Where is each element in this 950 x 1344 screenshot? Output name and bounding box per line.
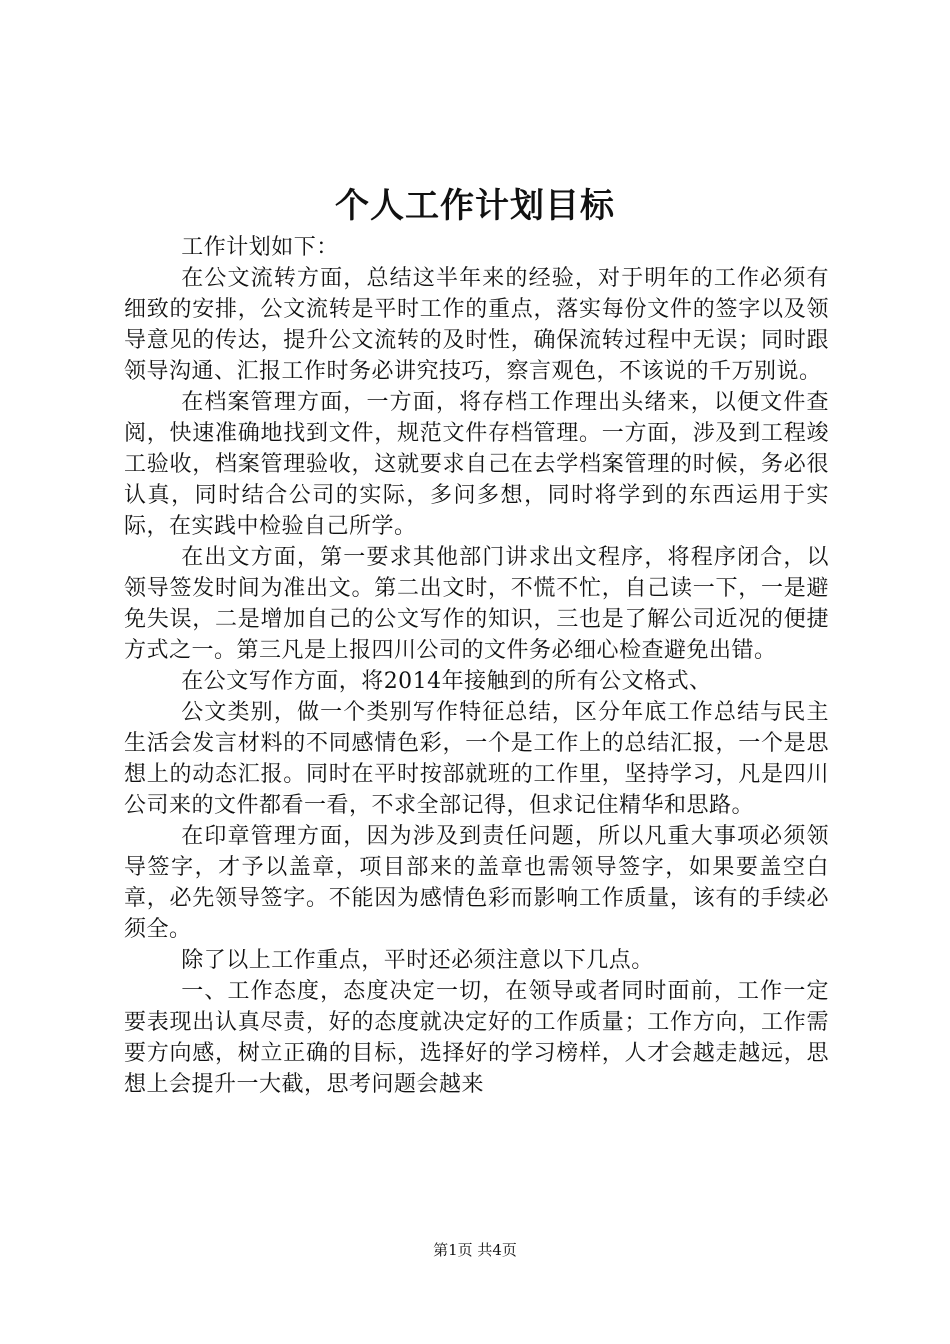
paragraph-archive-management: 在档案管理方面，一方面，将存档工作理出头绪来，以便文件查阅，快速准确地找到文件，规范文件存档管理。一方面，涉及到工程竣工验收，档案管理验收，这就要求自己在去学档案管理的时候，务必很认真，同时结合公司的实际，多问多想，同时将学到的东西运用于实际，在实践中检验自己所学。 bbox=[124, 390, 829, 539]
paragraph-writing-intro: 在公文写作方面，将2014年接触到的所有公文格式、 bbox=[181, 669, 712, 694]
paragraph-work-attitude: 一、工作态度，态度决定一切，在领导或者同时面前，工作一定要表现出认真尽责，好的态度就决定好的工作质量；工作方向，工作需要方向感，树立正确的目标，选择好的学习榜样，人才会越走越远，思想上会提升一大截，思考问题会越来 bbox=[124, 979, 829, 1097]
paragraph-document-flow: 在公文流转方面，总结这半年来的经验，对于明年的工作必须有细致的安排，公文流转是平时工作的重点，落实每份文件的签字以及领导意见的传达，提升公文流转的及时性，确保流转过程中无误；同时跟领导沟通、汇报工作时务必讲究技巧，察言观色，不该说的千万别说。 bbox=[124, 266, 829, 384]
document-body bbox=[124, 232, 829, 1100]
paragraph-seal-management: 在印章管理方面，因为涉及到责任问题，所以凡重大事项必须领导签字，才予以盖章，项目部来的盖章也需领导签字，如果要盖空白章，必先领导签字。不能因为感情色彩而影响工作质量，该有的手续必须全。 bbox=[124, 824, 829, 942]
document-title: 个人工作计划目标 bbox=[335, 186, 615, 226]
paragraph-intro: 工作计划如下： bbox=[181, 235, 339, 260]
paragraph-writing-categories: 公文类别，做一个类别写作特征总结，区分年底工作总结与民主生活会发言材料的不同感情色彩，一个是工作上的总结汇报，一个是思想上的动态汇报。同时在平时按部就班的工作里，坚持学习，凡是四川公司来的文件都看一看，不求全部记得，但求记住精华和思路。 bbox=[124, 700, 829, 818]
paragraph-additional-notes: 除了以上工作重点，平时还必须注意以下几点。 bbox=[181, 948, 654, 973]
paragraph-document-issuing: 在出文方面，第一要求其他部门讲求出文程序，将程序闭合，以领导签发时间为准出文。第二出文时，不慌不忙，自己读一下，一是避免失误，二是增加自己的公文写作的知识，三也是了解公司近况的便捷方式之一。第三凡是上报四川公司的文件务必细心检查避免出错。 bbox=[124, 545, 829, 663]
page-footer: 第1页 共4页 bbox=[433, 1241, 517, 1259]
